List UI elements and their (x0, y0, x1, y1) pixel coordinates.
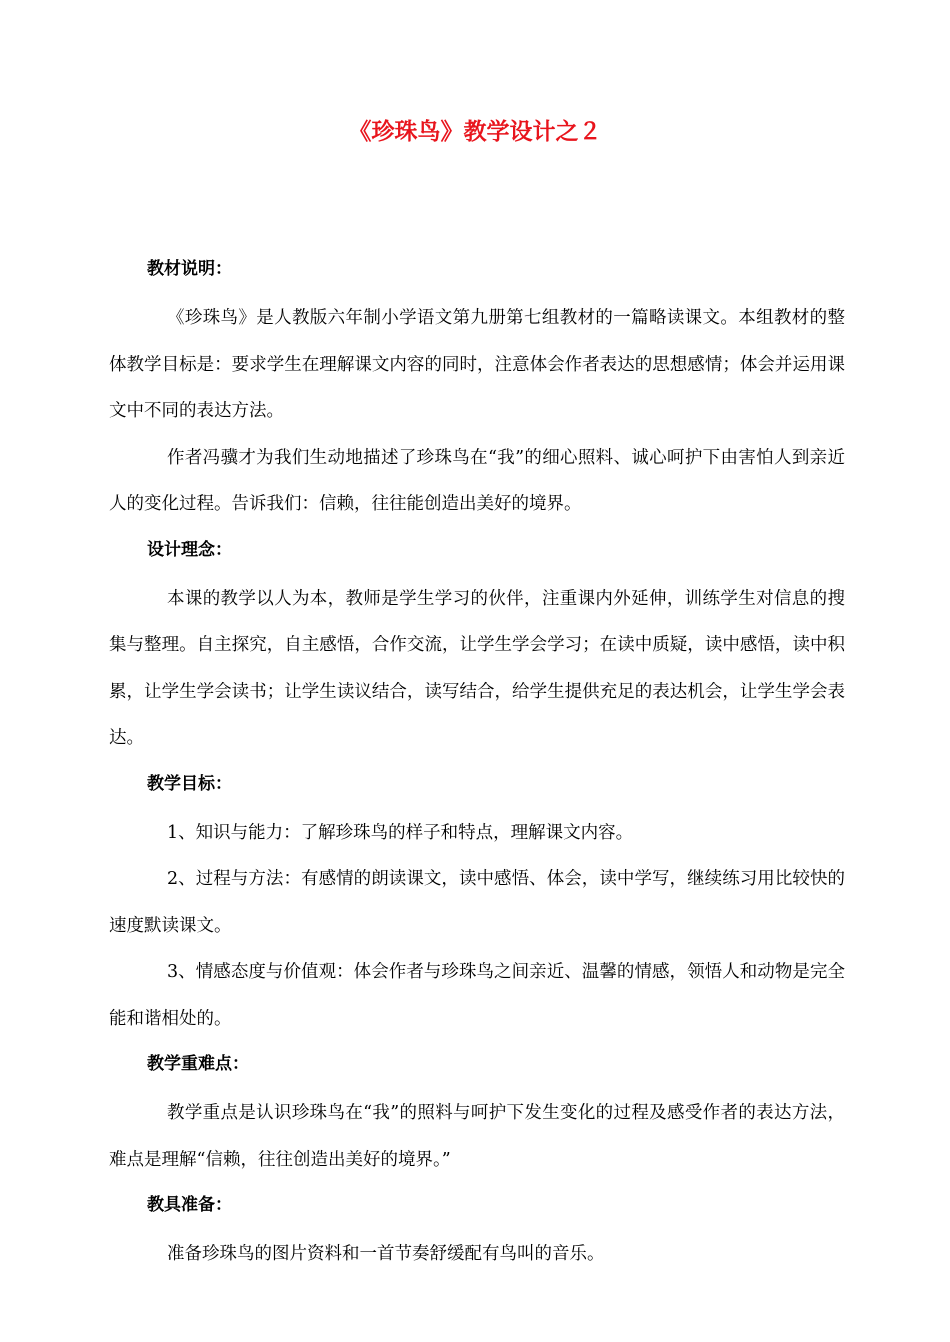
section-heading-teaching-aids: 教具准备： (147, 1195, 232, 1215)
paragraph: 作者冯骥才为我们生动地描述了珍珠鸟在“我”的细心照料、诚心呵护下由害怕人到亲近人的变化过程。告诉我们：信赖，往往能创造出美好的境界。 (109, 447, 845, 514)
paragraph: 3、情感态度与价值观：体会作者与珍珠鸟之间亲近、温馨的情感，领悟人和动物是完全能和谐相处的。 (109, 962, 845, 1029)
paragraph: 准备珍珠鸟的图片资料和一首节奏舒缓配有鸟叫的音乐。 (167, 1244, 605, 1264)
paragraph: 1、知识与能力：了解珍珠鸟的样子和特点，理解课文内容。 (167, 822, 634, 843)
section-heading-key-difficult-points: 教学重难点： (147, 1054, 249, 1074)
section-heading-design-concept: 设计理念： (147, 539, 232, 560)
document-body (109, 255, 845, 1278)
paragraph: 本课的教学以人为本，教师是学生学习的伙伴，注重课内外延伸，训练学生对信息的搜集与整理。自主探究，自主感悟，合作交流，让学生学会学习；在读中质疑，读中感悟，读中积累，让学生学会读书；让学生读议结合，读写结合，给学生提供充足的表达机会，让学生学会表达。 (109, 588, 845, 748)
paragraph: 教学重点是认识珍珠鸟在“我”的照料与呵护下发生变化的过程及感受作者的表达方法，难点是理解“信赖，往往创造出美好的境界。” (109, 1103, 845, 1170)
paragraph: 《珍珠鸟》是人教版六年制小学语文第九册第七组教材的一篇略读课文。本组教材的整体教学目标是：要求学生在理解课文内容的同时，注意体会作者表达的思想感情；体会并运用课文中不同的表达方法。 (109, 308, 845, 421)
paragraph: 2、过程与方法：有感情的朗读课文，读中感悟、体会，读中学写，继续练习用比较快的速度默读课文。 (109, 869, 845, 936)
document-title: 《珍珠鸟》教学设计之２ (348, 119, 602, 145)
section-heading-materials: 教材说明： (147, 259, 232, 279)
section-heading-teaching-goals: 教学目标： (147, 773, 232, 794)
